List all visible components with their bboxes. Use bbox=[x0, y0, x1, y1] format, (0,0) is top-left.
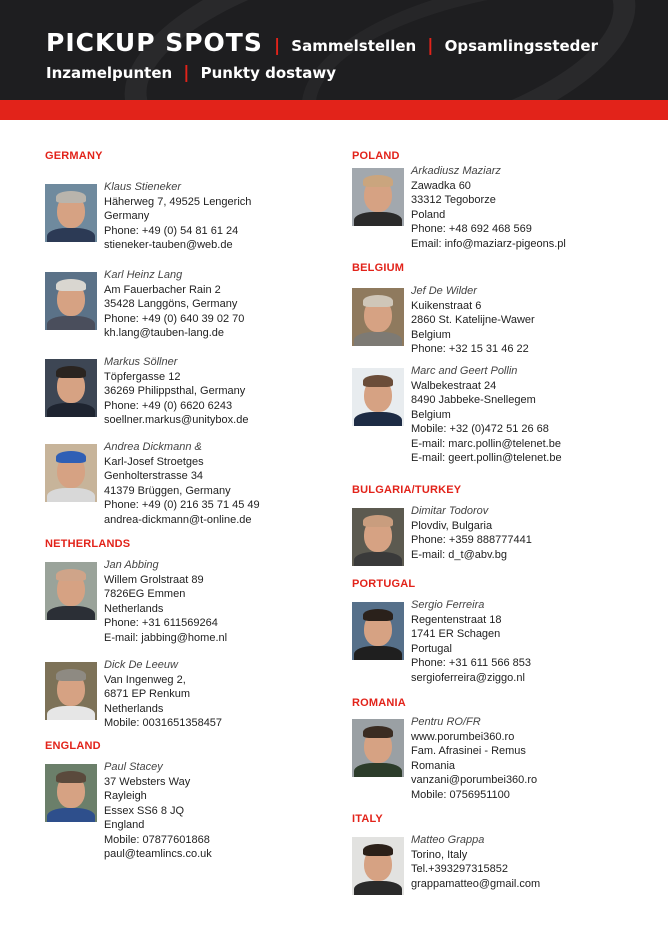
contact-info bbox=[411, 284, 535, 357]
photo-hair bbox=[363, 515, 393, 527]
contact-name: Klaus Stieneker bbox=[104, 181, 182, 193]
contact-photo bbox=[352, 368, 404, 426]
contact-detail-line: Walbekestraat 24 bbox=[411, 379, 497, 392]
contact-entry bbox=[352, 715, 537, 802]
country-heading: POLAND bbox=[352, 150, 400, 162]
contact-name: Dick De Leeuw bbox=[104, 659, 178, 671]
contact-email-link[interactable]: kh.lang@tauben-lang.de bbox=[104, 327, 225, 339]
contact-info bbox=[104, 268, 244, 341]
contact-detail-line: Phone: +48 692 468 569 bbox=[411, 223, 532, 235]
contact-detail-line: Am Fauerbacher Rain 2 bbox=[104, 283, 221, 296]
photo-shoulders bbox=[354, 763, 402, 777]
photo-shoulders bbox=[47, 403, 95, 417]
contact-detail-line: Netherlands bbox=[104, 702, 164, 715]
photo-shoulders bbox=[47, 488, 95, 502]
contact-detail-line: Poland bbox=[411, 208, 446, 221]
contact-name: Paul Stacey bbox=[104, 761, 163, 773]
contact-name: Karl Heinz Lang bbox=[104, 269, 183, 281]
photo-hair bbox=[56, 366, 86, 378]
country-heading: ENGLAND bbox=[45, 740, 101, 752]
contact-email-link[interactable]: Email: info@maziarz-pigeons.pl bbox=[411, 237, 566, 250]
photo-hair bbox=[363, 726, 393, 738]
contact-info bbox=[411, 833, 540, 891]
contact-photo bbox=[45, 359, 97, 417]
contact-email-link[interactable]: stieneker-tauben@web.de bbox=[104, 239, 233, 251]
contact-entry bbox=[352, 364, 562, 466]
contact-detail-line: Mobile: 0031651358457 bbox=[104, 717, 223, 729]
contact-entry bbox=[352, 504, 532, 566]
subtitle-danish: Opsamlingssteder bbox=[444, 37, 598, 55]
contact-detail-line: Phone: +49 (0) 640 39 02 70 bbox=[104, 312, 245, 325]
contact-photo bbox=[45, 444, 97, 502]
contact-detail-line: Phone: +49 (0) 216 35 71 45 49 bbox=[104, 499, 260, 511]
contact-name: Arkadiusz Maziarz bbox=[411, 165, 501, 177]
accent-bar bbox=[0, 100, 668, 120]
country-heading: ITALY bbox=[352, 813, 383, 825]
photo-shoulders bbox=[47, 706, 95, 720]
title-separator: | bbox=[273, 36, 281, 56]
contact-email-link[interactable]: E-mail: jabbing@home.nl bbox=[104, 631, 228, 644]
photo-hair bbox=[56, 771, 86, 783]
contact-detail-line: Plovdiv, Bulgaria bbox=[411, 519, 493, 532]
contact-photo bbox=[352, 837, 404, 895]
contact-photo bbox=[45, 272, 97, 330]
contact-detail-line: England bbox=[104, 819, 145, 831]
contact-entry bbox=[352, 164, 566, 251]
photo-hair bbox=[56, 451, 86, 463]
contact-photo bbox=[45, 662, 97, 720]
contact-photo bbox=[45, 764, 97, 822]
contact-detail-line: Phone: +49 (0) 54 81 61 24 bbox=[104, 224, 239, 237]
contact-email-link[interactable]: sergioferreira@ziggo.nl bbox=[411, 671, 525, 684]
contact-email-link[interactable]: www.porumbei360.ro bbox=[411, 730, 515, 743]
photo-hair bbox=[56, 279, 86, 291]
photo-shoulders bbox=[354, 332, 402, 346]
country-heading: BELGIUM bbox=[352, 262, 405, 274]
contact-detail-line: Van Ingenweg 2, bbox=[104, 673, 186, 686]
contact-email-link[interactable]: E-mail: geert.pollin@telenet.be bbox=[411, 452, 562, 464]
photo-shoulders bbox=[354, 646, 402, 660]
photo-shoulders bbox=[354, 881, 402, 895]
contact-info bbox=[104, 180, 251, 253]
country-heading: GERMANY bbox=[45, 150, 103, 162]
contact-email-link[interactable]: vanzani@porumbei360.ro bbox=[411, 774, 538, 786]
contact-info bbox=[104, 558, 227, 645]
contact-detail-line: Belgium bbox=[411, 408, 451, 421]
contact-detail-line: 41379 Brüggen, Germany bbox=[104, 484, 231, 497]
contact-detail-line: Portugal bbox=[411, 642, 452, 655]
contact-photo bbox=[45, 562, 97, 620]
contact-detail-line: Willem Grolstraat 89 bbox=[104, 573, 204, 586]
contact-info bbox=[411, 598, 531, 685]
contact-email-link[interactable]: E-mail: d_t@abv.bg bbox=[411, 548, 507, 561]
contact-entry bbox=[352, 284, 535, 357]
contact-detail-line: Mobile: +32 (0)472 51 26 68 bbox=[411, 423, 549, 435]
contact-info bbox=[104, 355, 248, 428]
contact-detail-line: Netherlands bbox=[104, 602, 164, 615]
contact-info bbox=[411, 504, 532, 562]
contact-detail-line: Essex SS6 8 JQ bbox=[104, 804, 185, 817]
photo-hair bbox=[363, 175, 393, 187]
contact-info bbox=[104, 760, 212, 862]
contact-detail-line: Mobile: 0756951100 bbox=[411, 788, 510, 801]
country-heading: ROMANIA bbox=[352, 697, 406, 709]
contact-name: Andrea Dickmann & bbox=[104, 441, 202, 453]
photo-shoulders bbox=[47, 808, 95, 822]
contact-detail-line: Zawadka 60 bbox=[411, 179, 471, 192]
contact-detail-line: 2860 St. Katelijne-Wawer bbox=[411, 314, 535, 326]
contact-detail-line: Regentenstraat 18 bbox=[411, 613, 502, 626]
contact-entry bbox=[352, 598, 531, 685]
contact-entry bbox=[45, 558, 227, 645]
photo-hair bbox=[363, 609, 393, 621]
contact-entry bbox=[45, 180, 251, 253]
photo-hair bbox=[363, 375, 393, 387]
contact-detail-line: 33312 Tegoborze bbox=[411, 194, 496, 206]
contact-detail-line: Phone: +32 15 31 46 22 bbox=[411, 343, 529, 355]
photo-hair bbox=[56, 569, 86, 581]
contact-photo bbox=[45, 184, 97, 242]
contact-name: Pentru RO/FR bbox=[411, 716, 481, 728]
contact-detail-line: Mobile: 07877601868 bbox=[104, 833, 210, 846]
contact-entry bbox=[45, 268, 244, 341]
contact-detail-line: Phone: +49 (0) 6620 6243 bbox=[104, 399, 233, 412]
contact-detail-line: Romania bbox=[411, 759, 456, 772]
contact-info bbox=[411, 715, 537, 802]
title-separator: | bbox=[427, 36, 434, 56]
header-subtitle-line bbox=[46, 63, 336, 83]
photo-shoulders bbox=[47, 606, 95, 620]
contact-detail-line: Germany bbox=[104, 210, 150, 222]
photo-hair bbox=[363, 844, 393, 856]
contact-detail-line: Töpfergasse 12 bbox=[104, 370, 181, 383]
photo-shoulders bbox=[47, 228, 95, 242]
contact-photo bbox=[352, 168, 404, 226]
contact-entry bbox=[352, 833, 540, 895]
country-heading: PORTUGAL bbox=[352, 578, 416, 590]
contact-info bbox=[411, 364, 562, 466]
contact-detail-line: Genholterstrasse 34 bbox=[104, 470, 204, 482]
contact-name: Jef De Wilder bbox=[411, 285, 477, 297]
country-heading: NETHERLANDS bbox=[45, 538, 131, 550]
contact-detail-line: Karl-Josef Stroetges bbox=[104, 455, 204, 468]
contact-info bbox=[104, 440, 260, 527]
page-header bbox=[0, 0, 668, 100]
photo-shoulders bbox=[47, 316, 95, 330]
contact-detail-line: 37 Websters Way bbox=[104, 775, 191, 788]
contact-photo bbox=[352, 288, 404, 346]
subtitle-german: Sammelstellen bbox=[291, 37, 417, 55]
contact-detail-line: Kuikenstraat 6 bbox=[411, 299, 482, 312]
photo-shoulders bbox=[354, 412, 402, 426]
contact-email-link[interactable]: paul@teamlincs.co.uk bbox=[104, 848, 212, 860]
contact-name: Markus Söllner bbox=[104, 356, 178, 368]
contact-email-link[interactable]: soellner.markus@unitybox.de bbox=[104, 414, 249, 426]
contact-name: Sergio Ferreira bbox=[411, 599, 485, 611]
contact-name: Dimitar Todorov bbox=[411, 505, 489, 517]
contact-info bbox=[104, 658, 222, 731]
contact-entry bbox=[45, 760, 212, 862]
contact-photo bbox=[352, 508, 404, 566]
contact-detail-line: 1741 ER Schagen bbox=[411, 628, 501, 640]
photo-hair bbox=[363, 295, 393, 307]
contact-detail-line: Häherweg 7, 49525 Lengerich bbox=[104, 195, 252, 208]
contact-email-link[interactable]: E-mail: marc.pollin@telenet.be bbox=[411, 437, 561, 450]
contact-name: Jan Abbing bbox=[104, 559, 159, 571]
page-title: PICKUP SPOTS bbox=[46, 28, 263, 57]
contact-photo bbox=[352, 602, 404, 660]
photo-hair bbox=[56, 191, 86, 203]
contact-detail-line: Belgium bbox=[411, 328, 451, 341]
contact-email-link[interactable]: grappamatteo@gmail.com bbox=[411, 877, 541, 890]
contact-detail-line: Torino, Italy bbox=[411, 848, 468, 861]
contact-name: Matteo Grappa bbox=[411, 834, 485, 846]
contact-detail-line: Phone: +359 888777441 bbox=[411, 534, 532, 546]
contact-entry bbox=[45, 658, 222, 731]
contact-detail-line: Tel.+393297315852 bbox=[411, 863, 508, 875]
contact-detail-line: 7826EG Emmen bbox=[104, 588, 186, 600]
subtitle-polish: Punkty dostawy bbox=[200, 64, 336, 82]
contact-detail-line: Phone: +31 611569264 bbox=[104, 617, 218, 629]
country-heading: BULGARIA/TURKEY bbox=[352, 484, 462, 496]
contact-detail-line: 8490 Jabbeke-Snellegem bbox=[411, 394, 536, 406]
contact-email-link[interactable]: andrea-dickmann@t-online.de bbox=[104, 513, 252, 526]
contact-detail-line: 36269 Philippsthal, Germany bbox=[104, 385, 246, 397]
contact-name: Marc and Geert Pollin bbox=[411, 365, 518, 377]
photo-shoulders bbox=[354, 552, 402, 566]
contact-detail-line: Phone: +31 611 566 853 bbox=[411, 657, 531, 669]
contact-info bbox=[411, 164, 566, 251]
contact-photo bbox=[352, 719, 404, 777]
contact-detail-line: Rayleigh bbox=[104, 790, 147, 802]
contact-entry bbox=[45, 355, 248, 428]
contact-detail-line: 6871 EP Renkum bbox=[104, 688, 191, 700]
subtitle-dutch: Inzamelpunten bbox=[46, 64, 173, 82]
photo-hair bbox=[56, 669, 86, 681]
title-separator: | bbox=[183, 63, 190, 83]
photo-shoulders bbox=[354, 212, 402, 226]
contact-entry bbox=[45, 440, 260, 527]
header-title-line bbox=[46, 28, 598, 57]
contact-detail-line: 35428 Langgöns, Germany bbox=[104, 298, 238, 310]
contact-detail-line: Fam. Afrasinei - Remus bbox=[411, 745, 526, 757]
